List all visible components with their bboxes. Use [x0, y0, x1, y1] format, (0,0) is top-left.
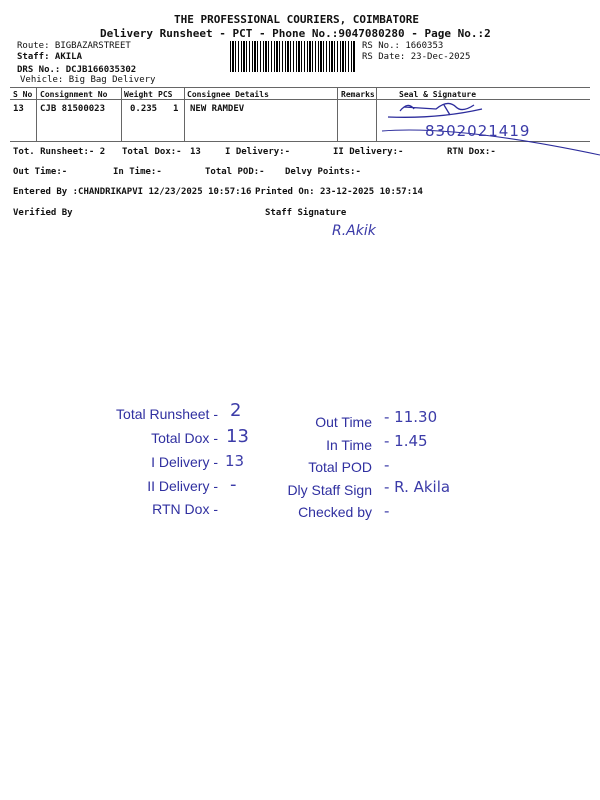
stamp-total-runsheet-label: Total Runsheet - — [116, 406, 218, 422]
stamp-dly-staff-sign-label: Dly Staff Sign — [287, 482, 372, 498]
stamp-total-dox-label: Total Dox - — [151, 430, 218, 446]
handwritten-phone: 8302021419 — [425, 122, 531, 140]
col-divider — [184, 87, 185, 141]
stamp-i-delivery-value: 13 — [225, 452, 245, 470]
stamp-rtn-dox-label: RTN Dox - — [152, 501, 218, 517]
in-time-label: In Time:- — [113, 167, 162, 177]
stamp-ii-delivery-value: - — [230, 474, 237, 495]
stamp-in-time-label: In Time — [326, 437, 372, 453]
stamp-i-delivery-label: I Delivery - — [151, 454, 218, 470]
row-consignee: NEW RAMDEV — [190, 104, 245, 114]
stamp-dly-staff-sign-value: - R. Akila — [384, 478, 451, 496]
out-time-label: Out Time:- — [13, 167, 68, 177]
verified-by-label: Verified By — [13, 208, 73, 218]
stamp-ii-delivery-label: II Delivery - — [147, 478, 218, 494]
total-runsheet: Tot. Runsheet:- 2 — [13, 147, 106, 157]
stamp-total-pod-label: Total POD — [308, 459, 372, 475]
col-header-pcs: PCS — [158, 90, 173, 99]
runsheet-subtitle: Delivery Runsheet - PCT - Phone No.:9047080280 - Page No.:2 — [100, 27, 491, 40]
col-header-weight: Weight — [124, 90, 153, 99]
total-pod-label: Total POD:- — [205, 167, 265, 177]
barcode-image — [230, 41, 356, 72]
col-header-sno: S No — [13, 90, 33, 99]
delvy-points-label: Delvy Points:- — [285, 167, 361, 177]
col-header-consignee: Consignee Details — [187, 90, 269, 99]
col-divider — [376, 87, 377, 141]
total-dox-label: Total Dox:- — [122, 147, 182, 157]
row-pcs: 1 — [173, 104, 179, 114]
ii-delivery-label: II Delivery:- — [333, 147, 404, 157]
col-divider — [337, 87, 338, 141]
rs-date: RS Date: 23-Dec-2025 — [362, 52, 471, 62]
staff-label: Staff: AKILA — [17, 52, 83, 62]
stamp-total-runsheet-value: 2 — [230, 400, 242, 421]
staff-signature-label: Staff Signature — [265, 208, 347, 218]
stamp-checked-by-label: Checked by — [298, 504, 372, 520]
rtn-dox-label: RTN Dox:- — [447, 147, 496, 157]
i-delivery-label: I Delivery:- — [225, 147, 291, 157]
company-title: THE PROFESSIONAL COURIERS, COIMBATORE — [174, 13, 420, 26]
col-divider — [36, 87, 37, 141]
row-weight: 0.235 — [130, 104, 158, 114]
col-divider — [121, 87, 122, 141]
stamp-total-pod-value: - — [384, 456, 390, 474]
printed-on: Printed On: 23-12-2025 10:57:14 — [255, 187, 423, 197]
stamp-in-time-value: - 1.45 — [384, 432, 428, 450]
stamp-checked-by-value: - — [384, 502, 390, 520]
entered-by: Entered By :CHANDRIKAPVI 12/23/2025 10:57:16 — [13, 187, 252, 197]
drs-number: DRS No.: DCJB166035302 — [17, 65, 137, 75]
col-header-remarks: Remarks — [341, 90, 375, 99]
stamp-out-time-label: Out Time — [315, 414, 372, 430]
row-sno: 13 — [13, 104, 24, 114]
staff-signature-handwriting: R.Akik — [332, 223, 376, 239]
stamp-out-time-value: - 11.30 — [384, 408, 438, 426]
col-header-seal-signature: Seal & Signature — [399, 90, 477, 99]
total-dox-value: 13 — [190, 147, 201, 157]
row-consignment-no: CJB 81500023 — [40, 104, 106, 114]
table-top-border — [10, 87, 590, 88]
vehicle-label: Vehicle: Big Bag Delivery — [20, 75, 156, 85]
rs-number: RS No.: 1660353 — [362, 41, 444, 51]
stamp-total-dox-value: 13 — [226, 426, 249, 447]
route-label: Route: BIGBAZARSTREET — [17, 41, 131, 51]
col-header-consignment: Consignment No — [40, 90, 108, 99]
